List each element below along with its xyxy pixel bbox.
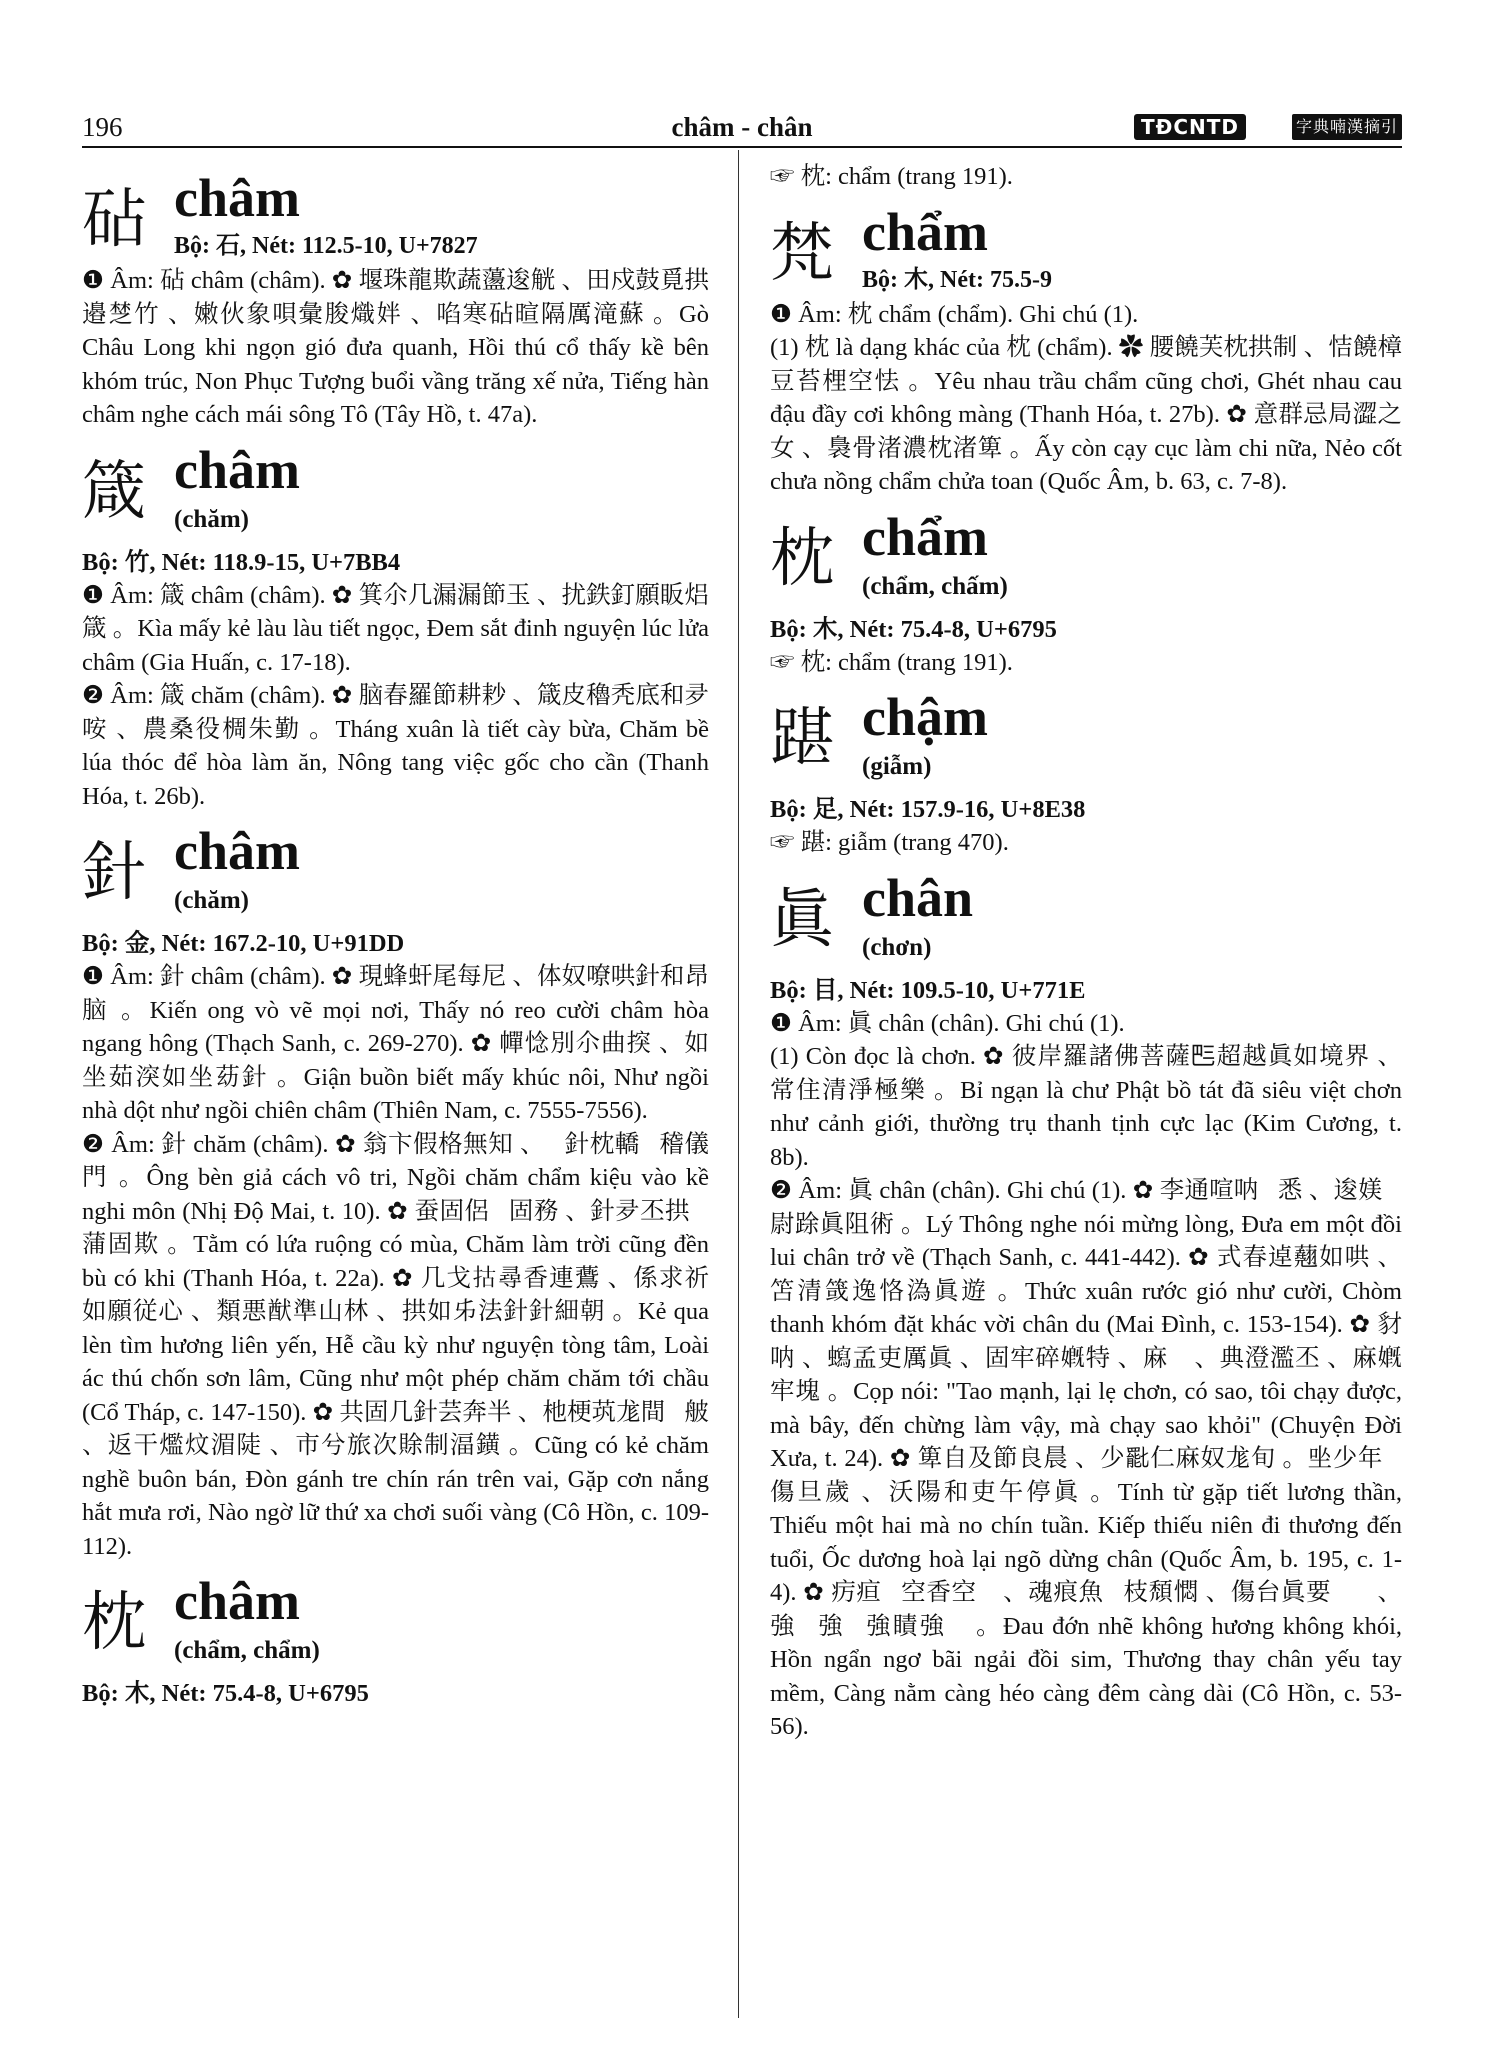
entry-word: châm [174, 168, 300, 228]
entry-alt-reading: (chơn) [862, 933, 932, 961]
entry-word: châm [174, 1571, 300, 1631]
entry-meta: Bộ: 目, Nét: 109.5-10, U+771E [770, 976, 1086, 1004]
entry-sense: ❷ Âm: 箴 chăm (châm). ✿ 脑春羅節耕耖 、箴皮穭秃底和夛咹 、農桑役椆朱勤 。Tháng xuân là tiết cày bừa, Chăm bề lúa thóc để hòa làm ăn, Nông tang việc gốc cho cần (Thanh Hóa, t. 26b). [82, 682, 709, 810]
entry-hanzi: 箴 [82, 454, 146, 529]
entry-meta: Bộ: 金, Nét: 167.2-10, U+91DD [82, 930, 405, 957]
entry-sense: ❶ Âm: 枕 chẩm (chẩm). Ghi chú (1). [770, 300, 1139, 328]
entry-head [82, 439, 709, 546]
cross-reference: ☞ 踸: giẫm (trang 470). [770, 829, 1009, 856]
running-title: châm - chân [671, 112, 813, 142]
entry-sense: ❶ Âm: 砧 châm (châm). ✿ 堰珠龍欺蔬蘯逡觥 、田戍鼓覓拱邉椘竹 、嫩伙象唄彙朘熾姅 、啗寒砧暄隔厲滝蘇 。Gò Châu Long khi ngọn gió đưa quanh, Hồi thú cổ thấy kề bên khóm trúc, Non Phục Tượng buổi vầng trăng xế nửa, Tiếng hàn châm nghe cách mái sông Tô (Tây Hồ, t. 47a). [82, 267, 709, 428]
entry-meta: Bộ: 木, Nét: 75.4-8, U+6795 [770, 615, 1057, 643]
entry-head [770, 201, 1402, 298]
entry-sense: ❷ Âm: 針 chăm (châm). ✿ 翁卞假格無知 、𡎝針枕轎𢙇稽儀門 。Ông bèn giả cách vô tri, Ngồi chăm chẩm kiệu vào kề nghi môn (Nhị Độ Mai, t. 10). ✿ 蚕固侶𠃣固務 、針夛丕拱𡐙蒲固欺 。Tằm có lứa ruộng có mùa, Chăm làm trời cũng đền bù có khi (Thanh Hóa, t. 22a). ✿ 几戈𢫈尋香連鷰 、係求祈如願従心 、類悪猷準山林 、拱如𠂔法針針細朝 。Kẻ qua lèn tìm hương liên yến, Hễ cầu kỳ như nguyện tòng tâm, Loài ác thú chốn sơn lâm, Cũng như một phép chăm chăm tới chầu (Cổ Tháp, c. 147-150). ✿ 共固几針芸奔半 、杝梗茿尨間𨔍𦨭 、返干爁炆湄陡 、市兮旅次賖制湢鐄 。Cũng có kẻ chăm nghề buôn bán, Đòn gánh tre chín rán trên vai, Gặp cơn nắng hắt mưa rơi, Nào ngờ lữ thứ xa chơi suối vàng (Cô Hồn, c. 109-112). [82, 1130, 709, 1560]
entry-meta: Bộ: 石, Nét: 112.5-10, U+7827 [174, 233, 478, 259]
page-header [82, 110, 1402, 150]
entry-alt-reading: (chăm) [174, 887, 249, 914]
entry-head [770, 506, 1402, 613]
right-column [770, 160, 1402, 1744]
left-column [82, 160, 709, 1710]
entry-note: (1) 枕 là dạng khác của 枕 (chẩm). ✿ 腰饒芙枕拱制 、恄饒樟豆苔梩空怯 。Yêu nhau trầu chẩm cũng chơi, Ghét nhau cau đậu đầy cơi không màng (Thanh Hóa, t. 27b). ✿ 意群忌局澀之女 、裊骨渚濃枕渚箄 。Ấy còn cạy cục làm chi nữa, Nẻo cốt chưa nồng chẩm chửa toan (Quốc Âm, b. 63, c. 7-8). [770, 334, 1402, 495]
entry-word: châm [174, 439, 300, 500]
entry-word: châm [174, 821, 300, 881]
entry-head [770, 689, 1402, 793]
dictionary-logo: 字典喃漢摘引 [1292, 114, 1402, 140]
entry-hanzi: 枕 [770, 521, 834, 596]
entry-sense: ❶ Âm: 針 châm (châm). ✿ 現蜂虷尾每尼 、体奴嘹哄針和昂脑 。Kiến ong vò vẽ mọi nơi, Thấy nó reo cười châm hòa ngang hông (Thạch Sanh, c. 269-270). ✿ 幝惗別尒曲揬 、如坐茹湥如坐苭針 。Giận buồn biết mấy khúc nôi, Như ngồi nhà dột như ngồi chiên châm (Thiên Nam, c. 7555-7556). [82, 963, 709, 1124]
entry-alt-reading: (chẩm, chẩm) [174, 1637, 320, 1664]
entry-meta: Bộ: 木, Nét: 75.5-9 [862, 266, 1052, 293]
entry-word: chẩm [862, 201, 988, 262]
header-rule [82, 146, 1402, 148]
entry-sense: ❷ Âm: 眞 chân (chân). Ghi chú (1). ✿ 李通喧呐𢚸悉 、逡媄𠫾尉䟻眞阻術 。Lý Thông nghe nói mừng lòng, Đưa em một đồi lui chân trở về (Thạch Sanh, c. 441-442). ✿ 式春逴𧄍如哄 、笘清䈅逸恪溈眞遊 。Thức xuân rước gió như cười, Chòm thanh khóm đặt khác vời chân du (Mai Đình, c. 153-154). ✿ 豺呐 、𧓺孟吏厲眞 、固牢碎𡠣特 、麻𦠘 、典澄濫丕 、麻𡠣牢塊 。Cọp nói: "Tao mạnh, lại lẹ chơn, có sao, tôi chạy được, mà bây, đến chừng làm vậy, mà chạy sao khỏi" (Chuyện Đời Xưa, t. 24). ✿ 箄自及節良晨 、少𠤩仁麻奴尨旬 。㘴少年𡏧傷旦歲 、沃陽和吏午停眞 。Tính từ gặp tiết lương thần, Thiếu một hai mà no chín tuần. Kiếp thiếu niên đi thương đến tuổi, Ốc dương hoà lại ngõ dừng chân (Quốc Âm, b. 195, c. 1-4). ✿ 疠疸𡑝空香空𡏡 、魂痕魚𣘈枝頹㦖 、傷台眞要𢭂𦫼 、強𦝄強𦏓強瞔強𩳐 。Đau đớn nhẽ không hương không khói, Hồn ngẩn ngơ bãi ngải đồi sim, Thương thay chân yếu tay mềm, Càng nằm càng héo càng đêm càng dài (Cô Hồn, c. 53-56). [770, 1177, 1402, 1740]
entry-meta: Bộ: 竹, Nét: 118.9-15, U+7BB4 [82, 548, 401, 576]
entry-alt-reading: (giẫm) [862, 753, 932, 780]
entry-head [82, 823, 709, 927]
entry-alt-reading: (chăm) [174, 505, 249, 533]
entry-word: chân [862, 867, 974, 928]
page-number: 196 [82, 112, 123, 142]
entry-word: chậm [862, 687, 988, 747]
entry-hanzi: 砧 [82, 183, 146, 257]
entry-sense: ❶ Âm: 眞 chân (chân). Ghi chú (1). [770, 1009, 1125, 1037]
entry-hanzi: 眞 [770, 882, 834, 957]
entry-meta: Bộ: 木, Nét: 75.4-8, U+6795 [82, 1680, 369, 1707]
entry-hanzi: 枕 [82, 1586, 146, 1660]
entry-alt-reading: (chẩm, chấm) [862, 572, 1008, 600]
tdcntd-logo: TĐCNTD [1134, 114, 1246, 140]
entry-head [82, 170, 709, 264]
entry-sense: ❶ Âm: 箴 châm (châm). ✿ 箕尒几漏漏節玉 、扰鉄釘願眅焒箴 。Kìa mấy kẻ làu làu tiết ngọc, Đem sắt đinh nguyện lúc lửa châm (Gia Huấn, c. 17-18). [82, 581, 709, 676]
entry-meta: Bộ: 足, Nét: 157.9-16, U+8E38 [770, 796, 1086, 823]
cross-reference: ☞ 枕: chẩm (trang 191). [770, 163, 1013, 190]
entry-note: (1) Còn đọc là chơn. ✿ 彼岸羅諸佛菩薩𠀧超越眞如境界 、常住清淨極樂 。Bỉ ngạn là chư Phật bồ tát đã siêu việt chơn như cảnh giới, thường trụ thanh tịnh cực lạc (Kim Cương, t. 8b). [770, 1043, 1402, 1171]
entry-hanzi: 踸 [770, 702, 834, 776]
entry-hanzi: 梵 [770, 216, 834, 291]
entry-word: chẩm [862, 506, 988, 567]
entry-head [82, 1573, 709, 1677]
column-divider [738, 150, 739, 2018]
entry-head [770, 867, 1402, 974]
cross-reference: ☞ 枕: chẩm (trang 191). [770, 648, 1013, 676]
entry-hanzi: 針 [82, 836, 146, 910]
